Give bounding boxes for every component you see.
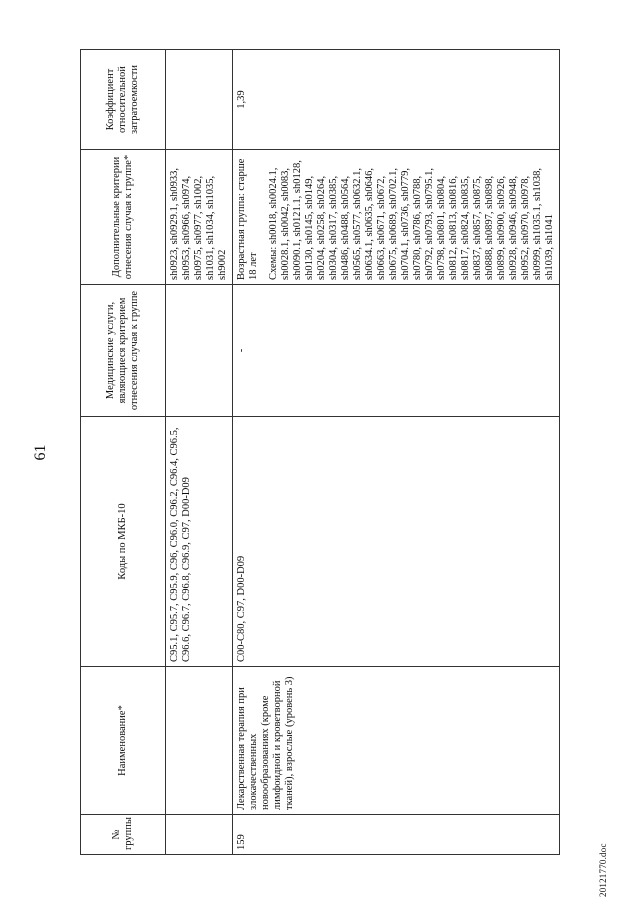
age-group-criterion: Возрастная группа: старше 18 лет xyxy=(236,158,259,280)
table-row xyxy=(166,50,233,855)
header-name: Наименование* xyxy=(81,667,166,815)
tariff-table xyxy=(80,49,560,855)
header-coefficient: Коэффициент относительной затратоемкости xyxy=(81,50,166,150)
additional-criteria-cell xyxy=(233,150,560,285)
icd-codes-cell: C95.1, C95.7, C95.9, C96, C96.0, C96.2, C96.4, C96.5, C96.6, C96.7, C96.8, C96.9, C97, D00-D09 xyxy=(166,417,233,667)
header-medical-services: Медицинские услуги, являющиеся критерием отнесения случая к группе xyxy=(81,285,166,417)
medical-services-cell xyxy=(166,285,233,417)
group-number-cell xyxy=(166,815,233,855)
page-number: 61 xyxy=(32,444,49,461)
icd-codes-cell: C00-C80, C97, D00-D09 xyxy=(233,417,560,667)
coefficient-cell: 1,39 xyxy=(233,50,560,150)
table-header-row xyxy=(81,50,166,855)
coefficient-cell xyxy=(166,50,233,150)
additional-criteria-cell: sh0923, sh0929.1, sh0933, sh0953, sh0966, sh0974, sh0975, sh0977, sh1002, sh1031, sh1034, sh1035, sh9002 xyxy=(166,150,233,285)
file-footer: 20121770.doc xyxy=(598,843,608,897)
group-name-cell xyxy=(166,667,233,815)
group-name-cell: Лекарственная терапия при злокачественных новообразованиях (кроме лимфоидной и кроветворной тканей), взрослые (уровень 3) xyxy=(233,667,560,815)
group-number-cell: 159 xyxy=(233,815,560,855)
header-icd-codes: Коды по МКБ-10 xyxy=(81,417,166,667)
table-row xyxy=(233,50,560,855)
header-group-number: № группы xyxy=(81,815,166,855)
medical-services-cell: - xyxy=(233,285,560,417)
schemes-criterion: Схемы: sh0018, sh0024.1, sh0028.1, sh0042, sh0083, sh0090.1, sh0121.1, sh0128, sh0130, sh0145, sh0149, sh0204, sh0258, sh0264, sh0304, sh0317, sh0385, sh0486, sh0488, sh0564, sh0565, sh0577, sh0632.1, sh0634.1, sh0635, sh0646, sh0663, sh0671, sh0672, sh0675, sh0689, sh0702.1, sh0704.1, sh0736, sh0779, sh0780, sh0786, sh0788, sh0792, sh0793, sh0795.1, sh0798, sh0801, sh0804, sh0812, sh0813, sh0816, sh0817, sh0824, sh0835, sh0837, sh0857, sh0875, sh0888, sh0897, sh0898, sh0899, sh0900, sh0926, sh0928, sh0946, sh0948, sh0952, sh0970, sh0978, sh0999, sh1035.1, sh1038, sh1039, sh1041 xyxy=(268,160,555,280)
header-additional-criteria: Дополнительные критерии отнесения случая к группе* xyxy=(81,150,166,285)
